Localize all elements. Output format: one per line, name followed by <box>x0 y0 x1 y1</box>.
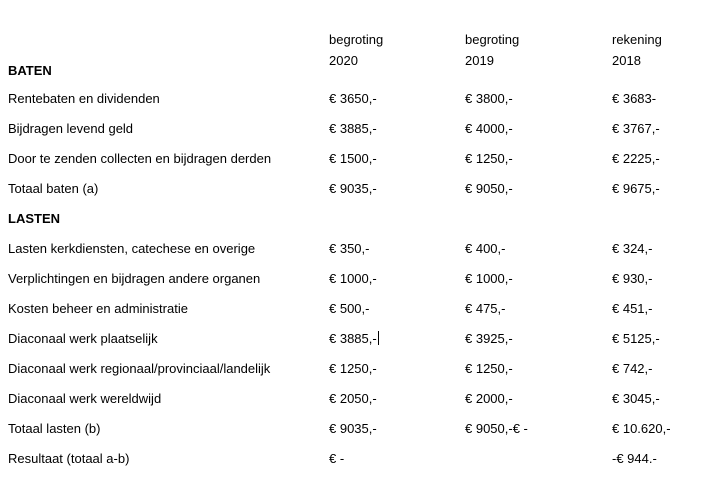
row-label: Lasten kerkdiensten, catechese en overige <box>8 241 256 256</box>
value-begroting-2019: € 1250,- <box>465 361 513 376</box>
column-header-year: 2018 <box>612 53 641 68</box>
text-cursor <box>378 331 379 345</box>
value-begroting-2020: € 2050,- <box>329 391 377 406</box>
value-rekening-2018: € 930,- <box>612 271 653 286</box>
value-begroting-2019: € 1250,- <box>465 151 513 166</box>
row-label: Rentebaten en dividenden <box>8 91 160 106</box>
row-label: Totaal lasten (b) <box>8 421 101 436</box>
column-header-year: 2019 <box>465 53 494 68</box>
value-begroting-2020-cell[interactable] <box>329 329 379 349</box>
value-begroting-2019: € 1000,- <box>465 271 513 286</box>
value-begroting-2020: € 3885,- <box>329 331 377 346</box>
column-header-line1: rekening <box>612 32 662 47</box>
row-label: Totaal baten (a) <box>8 181 99 196</box>
value-begroting-2019: € 3925,- <box>465 331 513 346</box>
value-rekening-2018: € 3767,- <box>612 121 660 136</box>
value-begroting-2019: € 2000,- <box>465 391 513 406</box>
value-rekening-2018: € 3683- <box>612 91 657 106</box>
value-begroting-2020: € - <box>329 451 345 466</box>
column-header-rekening-2018 <box>612 29 662 71</box>
row-label: Bijdragen levend geld <box>8 121 134 136</box>
row-label: Kosten beheer en administratie <box>8 301 188 316</box>
value-rekening-2018: € 451,- <box>612 301 653 316</box>
row-label: Diaconaal werk regionaal/provinciaal/landelijk <box>8 361 271 376</box>
value-begroting-2019: € 4000,- <box>465 121 513 136</box>
value-begroting-2019: € 475,- <box>465 301 506 316</box>
row-label: Diaconaal werk plaatselijk <box>8 331 158 346</box>
value-rekening-2018: € 742,- <box>612 361 653 376</box>
value-rekening-2018: € 3045,- <box>612 391 660 406</box>
value-rekening-2018: € 2225,- <box>612 151 660 166</box>
value-begroting-2020: € 9035,- <box>329 421 377 436</box>
value-begroting-2020: € 3650,- <box>329 91 377 106</box>
column-header-year: 2020 <box>329 53 358 68</box>
value-begroting-2019: € 400,- <box>465 241 506 256</box>
value-begroting-2020: € 1000,- <box>329 271 377 286</box>
value-rekening-2018: € 9675,- <box>612 181 660 196</box>
value-begroting-2020: € 9035,- <box>329 181 377 196</box>
column-header-begroting-2019 <box>465 29 519 71</box>
value-rekening-2018: -€ 944.- <box>612 451 657 466</box>
value-rekening-2018: € 5125,- <box>612 331 660 346</box>
value-rekening-2018: € 324,- <box>612 241 653 256</box>
row-label: Resultaat (totaal a-b) <box>8 451 130 466</box>
section-label: BATEN <box>8 63 52 78</box>
value-begroting-2019: € 3800,- <box>465 91 513 106</box>
column-header-line1: begroting <box>465 32 520 47</box>
value-begroting-2020: € 1250,- <box>329 361 377 376</box>
section-label: LASTEN <box>8 211 60 226</box>
value-begroting-2019: € 9050,- <box>465 181 513 196</box>
value-begroting-2020: € 3885,- <box>329 121 377 136</box>
row-label: Diaconaal werk wereldwijd <box>8 391 162 406</box>
row-label: Verplichtingen en bijdragen andere organen <box>8 271 261 286</box>
column-header-begroting-2020 <box>329 29 383 71</box>
value-begroting-2019: € 9050,-€ - <box>465 421 528 436</box>
value-rekening-2018: € 10.620,- <box>612 421 671 436</box>
row-label: Door te zenden collecten en bijdragen derden <box>8 151 272 166</box>
value-begroting-2020: € 1500,- <box>329 151 377 166</box>
value-begroting-2020: € 500,- <box>329 301 370 316</box>
column-header-line1: begroting <box>329 32 384 47</box>
value-begroting-2020: € 350,- <box>329 241 370 256</box>
